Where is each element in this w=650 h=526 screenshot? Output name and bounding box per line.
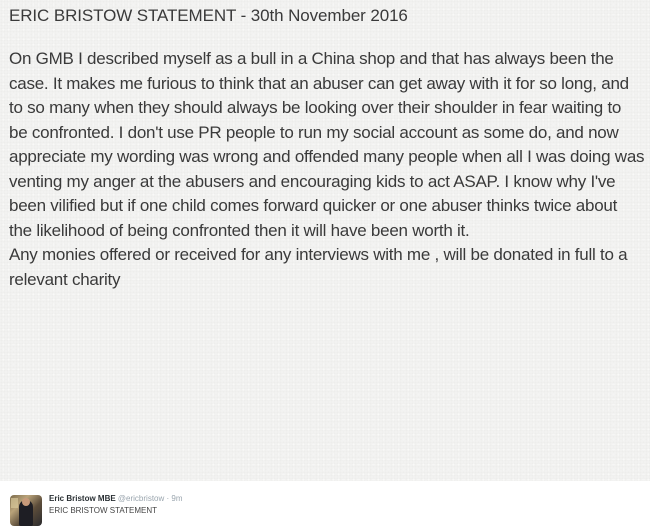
statement-body [9, 47, 645, 292]
statement-line: be confronted. I don't use PR people to run my social account as some do, and now [9, 122, 619, 142]
tweet-text: ERIC BRISTOW STATEMENT [49, 506, 158, 515]
tweet-card [0, 481, 650, 526]
statement-line: On GMB I described myself as a bull in a China shop and that has always been the [9, 49, 614, 68]
avatar-background-light [11, 498, 18, 508]
statement-line: appreciate my wording was wrong and offended many people when all I was doing was [9, 147, 645, 166]
statement-line: case. It makes me furious to think that an abuser can get away with it for so long, and [9, 73, 629, 93]
tweet-author-handle[interactable]: @ericbristow [117, 494, 165, 503]
avatar-person-head [22, 498, 30, 506]
tweet-separator: · [166, 494, 170, 503]
statement-line: to so many when they should always be looking over their shoulder in fear waiting to [9, 98, 622, 117]
statement-line: venting my anger at the abusers and encouraging kids to act ASAP. I know why I've [9, 171, 616, 191]
tweet-header [49, 494, 183, 503]
tweet-timestamp[interactable]: 9m [171, 494, 183, 503]
statement-line: been vilified but if one child comes forward quicker or one abuser thinks twice about [9, 196, 618, 215]
statement-line: Any monies offered or received for any interviews with me , will be donated in full to a [9, 245, 628, 264]
statement-line: relevant charity [9, 269, 121, 289]
statement-line: the likelihood of being confronted then it will have been worth it. [9, 220, 470, 240]
statement-title: ERIC BRISTOW STATEMENT - 30th November 2016 [9, 6, 408, 25]
tweet-author-name[interactable]: Eric Bristow MBE [49, 494, 116, 503]
avatar[interactable] [10, 495, 42, 526]
